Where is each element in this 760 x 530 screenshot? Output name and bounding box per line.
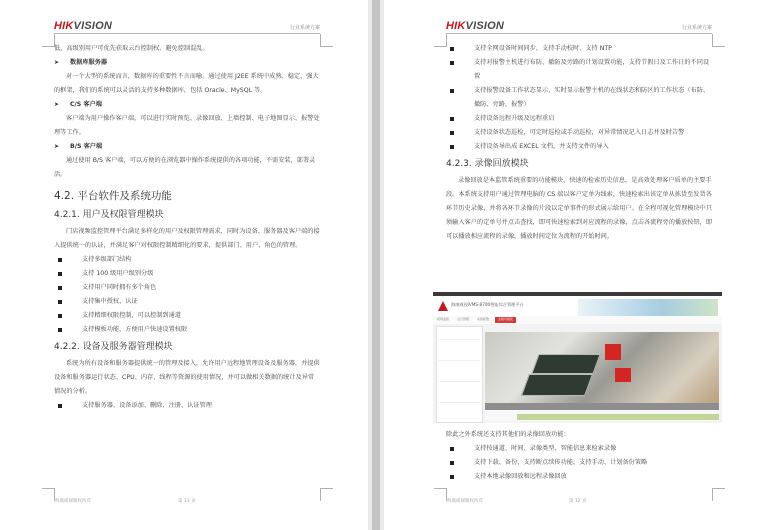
- document-page-right: [384, 0, 760, 530]
- embedded-screenshot-vms: [433, 292, 722, 423]
- square-bullet-icon: [58, 404, 62, 408]
- hikvision-logo: HIKVISION: [446, 20, 505, 32]
- square-bullet-icon: [58, 300, 62, 304]
- tab-video: 视频监控: [437, 317, 450, 321]
- page-gutter: [368, 0, 384, 530]
- square-bullet-icon: [450, 131, 454, 135]
- paragraph: 对一个大型的系统而言，数据库的重要性不言而喻。通过使用 J2EE 系统中成熟、稳定、强大的框架，我们的系统可以灵活的支持多种数据库，包括 Oracle、MySQL 等。: [54, 73, 319, 94]
- page-header: [446, 20, 712, 42]
- square-bullet-icon: [58, 258, 62, 262]
- list-item: 支持按通道、时间、录像类型、智能信息来检索录像: [446, 442, 714, 456]
- document-page-left: [0, 0, 368, 530]
- paragraph: 除此之外系统还支持其他们的录像回放功能：: [446, 431, 570, 438]
- app-title: 海康威视iVMS-8700智能综合管理平台: [451, 302, 524, 307]
- tab-visual: 全程可视化: [495, 317, 516, 323]
- square-bullet-icon: [58, 286, 62, 290]
- video-frame: [485, 332, 719, 403]
- hikvision-logo: HIKVISION: [54, 20, 113, 32]
- footer-page-number: 第 12 页: [569, 499, 587, 504]
- list-item: 支持设备状态巡检，可定时巡检或手动巡检，对异常情况记入日志并及时告警: [446, 126, 714, 140]
- crop-mark: [320, 34, 333, 47]
- square-bullet-icon: [58, 314, 62, 318]
- tab-ops: 运行管理: [457, 317, 470, 321]
- list-item: 支持设备远程升级及远程重启: [446, 112, 714, 126]
- list-item: 支持下载、备份，支持断点续传功能，支持手动、计划备份策略: [446, 456, 714, 470]
- heading-4-2-2: 4.2.2. 设备及服务器管理模块: [54, 342, 173, 352]
- footer-page-number: 第 11 页: [178, 499, 196, 504]
- list-item: 支持用户同时拥有多个角色: [54, 281, 320, 295]
- player-controls: [485, 403, 719, 410]
- square-bullet-icon: [450, 461, 454, 465]
- list-item: 支持多级部门结构: [54, 253, 320, 267]
- crop-mark: [712, 488, 725, 501]
- page-header: [54, 20, 320, 42]
- list-item: 支持 100 级用户级别分级: [54, 267, 320, 281]
- paragraph: 通过使用 B/S 客户端，可以方便的在浏览器中操作系统提供的各项功能，不需安装，部署灵活。: [54, 157, 316, 178]
- paragraph: 录像回放是本监管系统重要的功能模块，快速的检索历史信息，是高效处理客户质单的主要手段。本系统支持用户通过管理电脑的 CS 端以客户定单为线索，快速检索出该定单从拣货至发货各环节历史录像，并将各环节录像的片段以定单事件的形式展示给用户。在全程可视化管理模块中只须输入客户的定单号并点击查找，即可快速检索到对应流程的录像，点击各流程旁的播放按钮，即可以播放相应流程的录像，播放时间定位为流程的开始时间。: [446, 177, 713, 240]
- list-item: 支持集中授权、认证: [54, 295, 320, 309]
- list-item: 支持服务器、设备添加、删除、注册、认证管理: [54, 399, 320, 413]
- doc-type-label: 行业系统方案: [289, 25, 320, 31]
- square-bullet-icon: [450, 117, 454, 121]
- list-item: 支持全网设备时间同步，支持手动校时、支持 NTP: [446, 42, 714, 56]
- tab-config: 系统配置: [477, 317, 490, 321]
- app-logo-icon: [438, 301, 448, 311]
- heading-4-2-3: 4.2.3. 录像回放模块: [446, 159, 529, 169]
- subsection-title: ➤ 数据库服务器: [54, 56, 320, 70]
- page-body-lower: [446, 428, 714, 484]
- crop-mark: [42, 488, 55, 501]
- heading-4-2: 4.2. 平台软件及系统功能: [54, 190, 172, 202]
- paragraph: 客户端为用户操作客户端，可以进行实时预览、录像回放、上墙控制、电子地图显示、报警处理等工作。: [54, 115, 320, 136]
- banner-graphic: [578, 299, 718, 316]
- header-rule: [446, 33, 712, 34]
- list-item: 支持模板功能，方便用户快速设置权限: [54, 323, 320, 337]
- heading-4-2-1: 4.2.1. 用户及权限管理模块: [54, 210, 164, 220]
- arrow-bullet-icon: ➤: [54, 101, 60, 108]
- square-bullet-icon: [450, 47, 454, 51]
- page-body: [446, 42, 714, 244]
- list-item: 支持报警设备工作状态显示，实时显示报警主机的在线状态和防区的工作状态（布防、撤防、旁路、报警）: [446, 84, 714, 112]
- header-rule: [54, 33, 320, 34]
- paragraph: 系统为所有设备和服务器提供统一的管理及接入，允许用户远程地管理设备及服务器，并提供设备和服务器运行状态、CPU、内存、线程等资源的使用情况，并可以做相关数据的统计及异常情况的分析。: [54, 360, 320, 395]
- app-brand-bar: [433, 296, 722, 316]
- footer-copyright: 海康威视版权所有: [55, 499, 91, 504]
- list-item: 支持对报警主机进行布防、撤防及旁路的计划设置功能，支持节假日及工作日的不同设置: [446, 56, 714, 84]
- playback-timeline: [485, 410, 719, 421]
- square-bullet-icon: [450, 145, 454, 149]
- square-bullet-icon: [450, 61, 454, 65]
- doc-type-label: 行业系统方案: [681, 25, 712, 31]
- square-bullet-icon: [58, 328, 62, 332]
- arrow-bullet-icon: ➤: [54, 143, 60, 150]
- subsection-title: ➤ C/S 客户端: [54, 98, 320, 112]
- crop-mark: [434, 488, 447, 501]
- square-bullet-icon: [450, 447, 454, 451]
- subsection-title: ➤ B/S 客户端: [54, 140, 320, 154]
- arrow-bullet-icon: ➤: [54, 59, 60, 66]
- square-bullet-icon: [58, 272, 62, 276]
- paragraph: 门店视频监控管理平台满足多样化的用户及权限管理需求，同时为设备、服务器及客户端的接入提供统一的认证，并满足客户对权限控制精细化的要求，提供部门、用户、角色的管理。: [54, 228, 320, 249]
- footer-copyright: 海康威视版权所有: [447, 499, 483, 504]
- app-sidebar: [436, 326, 483, 423]
- page-separator: [372, 0, 380, 530]
- page-body: [54, 42, 320, 413]
- square-bullet-icon: [450, 475, 454, 479]
- list-item: 支持本地录像回放和远程录像回放: [446, 470, 714, 484]
- list-item: 支持设备导出成 EXCEL 文档，并支持文件的导入: [446, 140, 714, 154]
- app-tabs: [433, 316, 722, 324]
- paragraph: 低，高级别用户可优先获取云台控制权，避免控制混乱。: [54, 45, 209, 52]
- square-bullet-icon: [450, 89, 454, 93]
- crop-mark: [320, 488, 333, 501]
- list-item: 支持精细权限控制，可以控制到通道: [54, 309, 320, 323]
